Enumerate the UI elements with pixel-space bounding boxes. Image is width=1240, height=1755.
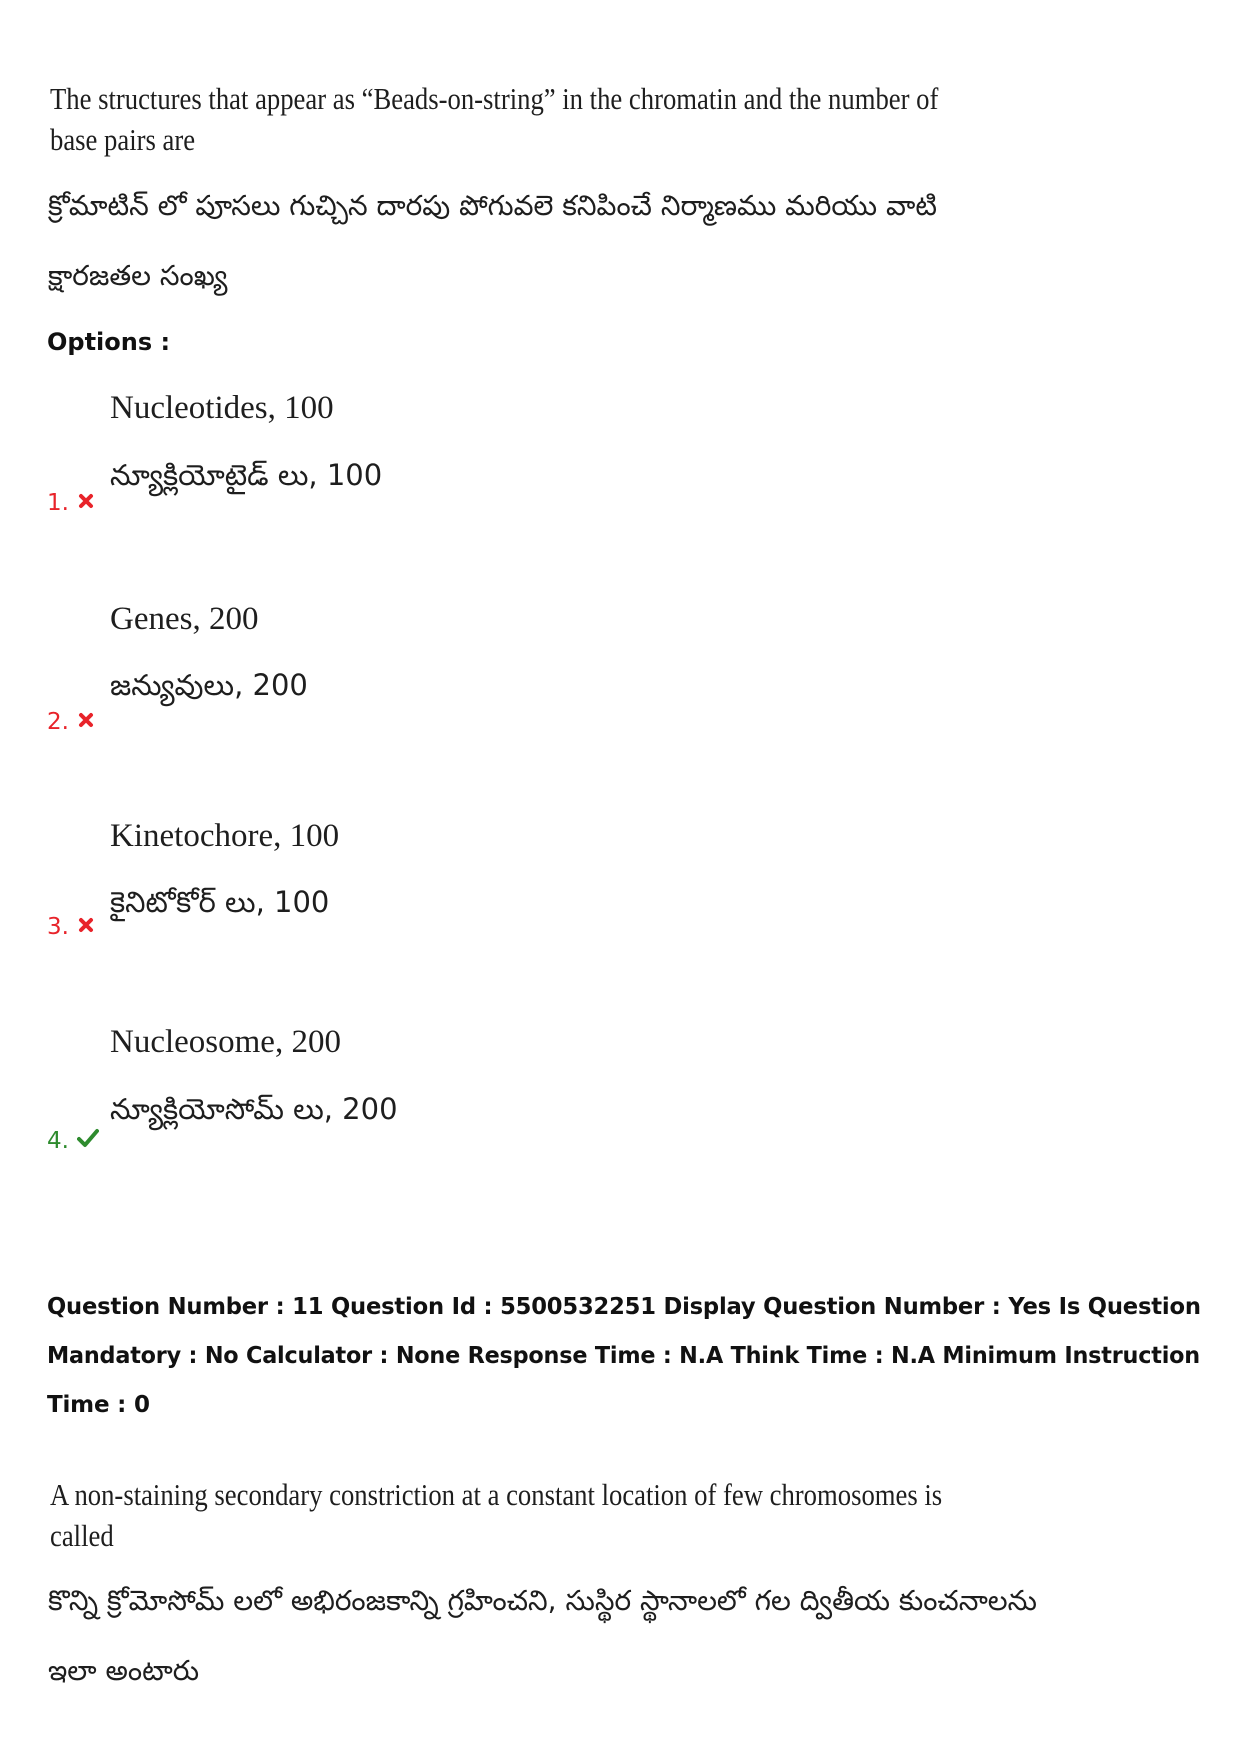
next-question-telugu-line2: ఇలా అంటారు: [48, 1654, 200, 1687]
option-1-telugu: న్యూక్లియోటైడ్ లు, 100: [110, 458, 383, 492]
option-4-english: Nucleosome, 200: [110, 1024, 341, 1060]
option-1-number: 1.: [47, 490, 69, 516]
option-2-telugu: జన్యువులు, 200: [110, 668, 308, 702]
question-meta-line2: Mandatory : No Calculator : None Response Time : N.A Think Time : N.A Minimum Instruction: [47, 1343, 1200, 1369]
option-3-telugu: కైనిటోకోర్ లు, 100: [110, 885, 330, 919]
option-2-number: 2.: [47, 709, 69, 735]
question-text-english-line1: The structures that appear as “Beads-on-string” in the chromatin and the number of: [50, 81, 939, 116]
next-question-english-line2: called: [50, 1518, 114, 1553]
option-3-number: 3.: [47, 914, 69, 940]
option-4-telugu: న్యూక్లియోసోమ్ లు, 200: [110, 1092, 398, 1126]
check-icon: [77, 1128, 99, 1148]
cross-icon: [78, 493, 94, 509]
next-question-english-line1: A non-staining secondary constriction at a constant location of few chromosomes is: [50, 1477, 943, 1512]
cross-icon: [78, 712, 94, 728]
option-1-english: Nucleotides, 100: [110, 390, 334, 426]
question-meta-line3: Time : 0: [47, 1392, 150, 1418]
question-text-telugu-line2: క్షారజతల సంఖ్య: [48, 259, 228, 292]
option-2-english: Genes, 200: [110, 601, 259, 637]
question-text-telugu-line1: క్రోమాటిన్ లో పూసలు గుచ్చిన దారపు పోగువలె కనిపించే నిర్మాణము మరియు వాటి: [48, 189, 937, 222]
option-4-number: 4.: [47, 1128, 69, 1154]
options-label: Options :: [47, 328, 171, 356]
question-meta-line1: Question Number : 11 Question Id : 5500532251 Display Question Number : Yes Is Question: [47, 1294, 1201, 1320]
question-text-english-line2: base pairs are: [50, 122, 196, 157]
cross-icon: [78, 917, 94, 933]
next-question-telugu-line1: కొన్ని క్రోమోసోమ్ లలో అభిరంజకాన్ని గ్రహించని, సుస్థిర స్థానాలలో గల ద్వితీయ కుంచనాలను: [48, 1584, 1037, 1617]
option-3-english: Kinetochore, 100: [110, 818, 340, 854]
